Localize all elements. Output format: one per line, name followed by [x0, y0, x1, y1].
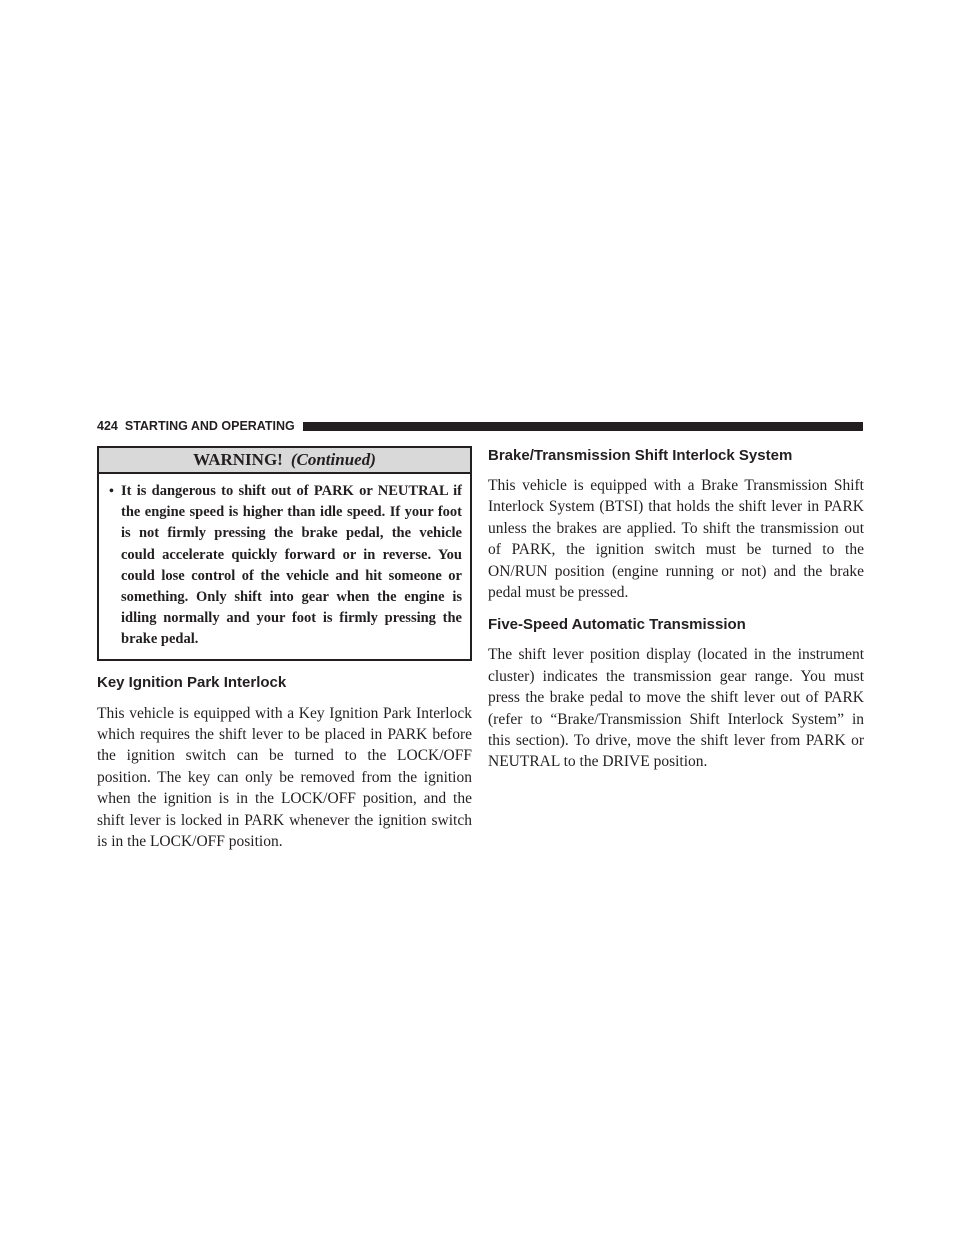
- warning-body: [99, 474, 470, 659]
- section-body-five-speed: The shift lever position display (located in the instrument cluster) indicates the transmission gear range. You must press the brake pedal to move the shift lever out of PARK (refer to “Brake/Transmission Shift Interlock System” in this section). To drive, move the shift lever from PARK or NEUTRAL to the DRIVE position.: [488, 646, 864, 771]
- warning-header: [99, 448, 470, 474]
- warning-continued: (Continued): [290, 450, 376, 469]
- section-heading-key-ignition: Key Ignition Park Interlock: [97, 673, 287, 691]
- section-heading-btsi: Brake/Transmission Shift Interlock System: [488, 447, 793, 464]
- warning-box: [97, 446, 472, 661]
- section-body-key-ignition: This vehicle is equipped with a Key Ignition Park Interlock which requires the shift lever to be placed in PARK before the ignition switch can be turned to the LOCK/OFF position. The key can only be removed from the ignition when the ignition is in the LOCK/OFF position, and the shift lever is locked in PARK whenever the ignition switch is in the LOCK/OFF position.: [97, 704, 472, 851]
- header-rule: [303, 422, 863, 431]
- section-heading-five-speed: Five-Speed Automatic Transmission: [488, 616, 746, 634]
- section-title: STARTING AND OPERATING: [124, 419, 295, 433]
- right-column: [488, 446, 864, 773]
- left-column: [97, 446, 472, 852]
- section-body-btsi: This vehicle is equipped with a Brake Transmission Shift Interlock System (BTSI) that holds the shift lever in PARK unless the brakes are applied. To shift the transmission out of PARK, the ignition switch must be turned to the ON/RUN position (engine running or not) and the brake pedal must be pressed.: [488, 477, 864, 602]
- bullet-icon: •: [109, 484, 114, 499]
- warning-text: It is dangerous to shift out of PARK or NEUTRAL if the engine speed is higher than idle speed. If your foot is not firmly pressing the brake pedal, the vehicle could accelerate quickly forward or in reverse. You could lose control of the vehicle and hit someone or something. Only shift into gear when the engine is idling normally and your foot is firmly pressing the brake pedal.: [121, 483, 462, 648]
- page-header: [97, 418, 863, 434]
- page-number: 424: [97, 419, 118, 433]
- warning-title: WARNING!: [193, 450, 283, 469]
